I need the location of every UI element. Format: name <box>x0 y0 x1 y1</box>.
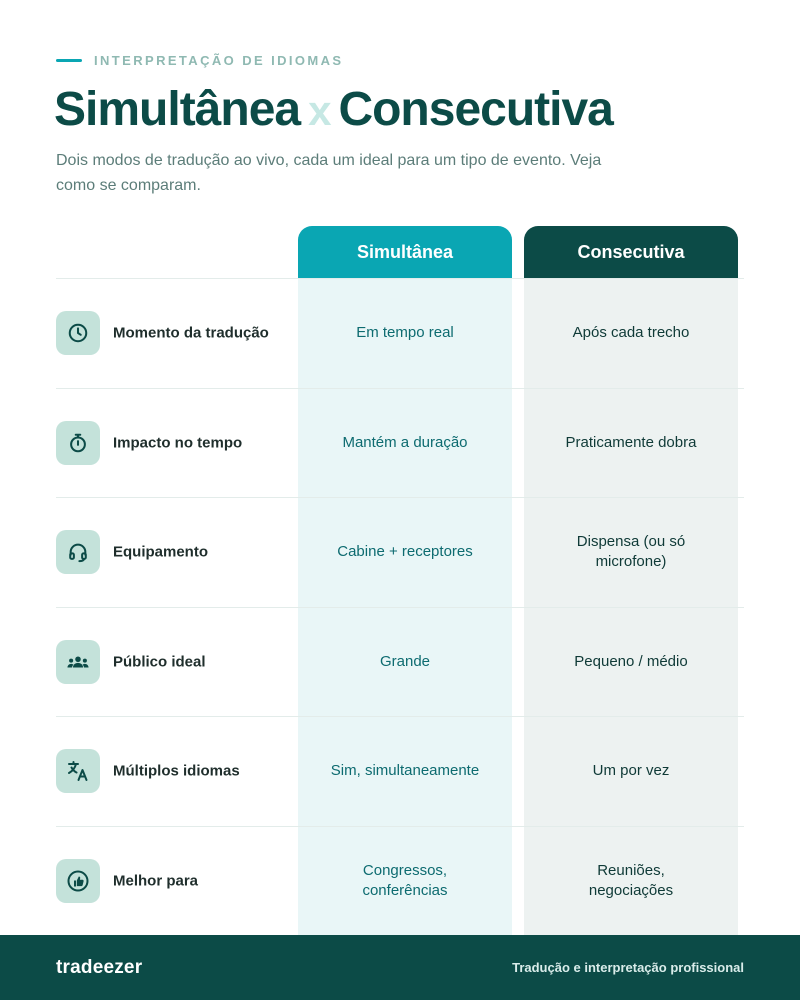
table-row <box>56 278 744 388</box>
translate-icon <box>56 749 100 793</box>
page-subtitle: Dois modos de tradução ao vivo, cada um ideal para um tipo de evento. Veja como se comparam. <box>56 152 602 194</box>
eyebrow-text: INTERPRETAÇÃO DE IDIOMAS <box>94 53 344 68</box>
title-right: Consecutiva <box>338 83 613 136</box>
consecutiva-column-header: Consecutiva <box>524 226 738 278</box>
row-label: Momento da tradução <box>113 324 269 342</box>
consecutiva-cell: Pequeno / médio <box>574 652 688 670</box>
page-title <box>54 80 613 141</box>
comparison-table <box>56 278 744 935</box>
row-label: Melhor para <box>113 872 199 890</box>
footer <box>0 935 800 1000</box>
eyebrow <box>56 53 343 68</box>
simultanea-cell: Congressos, conferências <box>362 861 448 899</box>
brand-logo: tradeezer <box>56 956 143 978</box>
consecutiva-cell: Dispensa (ou só microfone) <box>576 533 686 571</box>
simultanea-cell: Em tempo real <box>356 324 454 342</box>
simultanea-cell: Mantém a duração <box>342 433 468 451</box>
simultanea-column-header: Simultânea <box>298 226 512 278</box>
simultanea-cell: Cabine + receptores <box>337 543 473 561</box>
row-label: Múltiplos idiomas <box>113 762 240 780</box>
consecutiva-cell: Após cada trecho <box>572 324 690 342</box>
consecutiva-cell: Um por vez <box>592 762 670 780</box>
headset-icon <box>56 530 100 574</box>
table-row <box>56 497 744 607</box>
audience-icon <box>56 640 100 684</box>
row-label: Impacto no tempo <box>113 434 243 452</box>
row-label: Equipamento <box>113 543 209 561</box>
title-separator: x <box>308 87 331 134</box>
row-label: Público ideal <box>113 653 206 671</box>
table-row <box>56 716 744 826</box>
clock-icon <box>56 311 100 355</box>
footer-tagline: Tradução e interpretação profissional <box>512 960 744 975</box>
table-row <box>56 826 744 936</box>
simultanea-cell: Sim, simultaneamente <box>330 762 480 780</box>
consecutiva-cell: Praticamente dobra <box>565 433 697 451</box>
simultanea-cell: Grande <box>379 652 431 670</box>
thumbs-up-icon <box>56 859 100 903</box>
table-row <box>56 607 744 717</box>
table-row <box>56 388 744 498</box>
title-left: Simultânea <box>54 83 301 136</box>
consecutiva-cell: Reuniões, negociações <box>588 861 674 899</box>
eyebrow-line <box>56 59 82 62</box>
stopwatch-icon <box>56 421 100 465</box>
